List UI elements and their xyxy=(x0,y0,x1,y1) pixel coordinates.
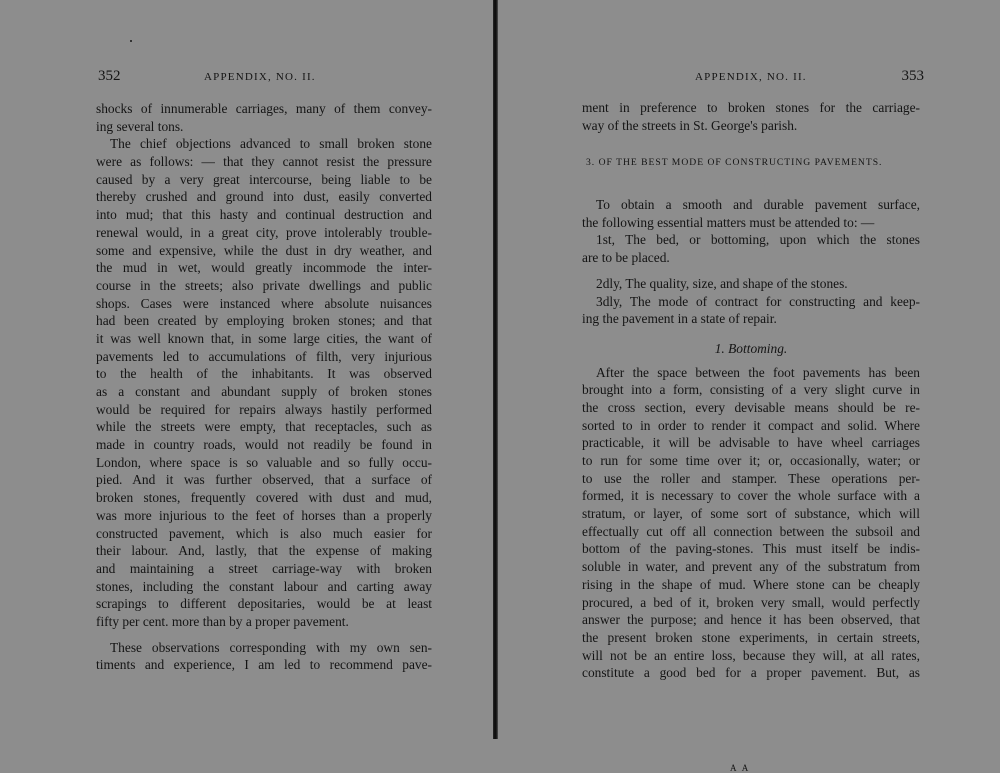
left-page xyxy=(96,0,432,739)
text-line: brought into a form, consisting of a very slight curve in xyxy=(582,382,920,398)
text-line: the present broken stone experiments, in certain streets, xyxy=(582,629,920,645)
text-line: was more injurious to the feet of horses than a properly xyxy=(96,507,432,523)
text-line: are to be placed. xyxy=(582,250,670,266)
text-line: renewal would, in a great city, prove intolerably trouble- xyxy=(96,224,432,240)
text-line: soluble in water, and prevent any of the substratum from xyxy=(582,559,920,575)
text-line: some and expensive, while the dust in dry weather, and xyxy=(96,242,432,258)
right-running-head: APPENDIX, NO. II. xyxy=(695,71,807,83)
paragraph-gap xyxy=(96,631,432,639)
text-line: pied. And it was further observed, that a surface of xyxy=(96,472,432,488)
text-line: stratum, or layer, of some sort of substance, which will xyxy=(582,506,920,522)
text-line: caused by a very great intercourse, being liable to be xyxy=(96,171,432,187)
left-running-head: APPENDIX, NO. II. xyxy=(204,71,316,83)
text-line: were as follows: — that they cannot resist the pressure xyxy=(96,154,432,170)
text-line: shocks of innumerable carriages, many of them convey- xyxy=(96,101,432,116)
left-page-header xyxy=(96,70,432,90)
text-line: made in country roads, would not readily be found in xyxy=(96,437,432,453)
text-line: ing several tons. xyxy=(96,118,184,134)
text-line: would be required for repairs always hastily performed xyxy=(96,401,432,417)
text-line: the following essential matters must be attended to: — xyxy=(582,214,875,230)
catchword: A A xyxy=(730,763,751,773)
text-line: ment in preference to broken stones for the carriage- xyxy=(582,100,920,115)
paragraph-gap xyxy=(582,267,920,275)
text-line: constructed pavement, which is also much easier for xyxy=(96,525,432,541)
text-line: London, where space is so valuable and so fully occu- xyxy=(96,454,432,470)
text-line: The chief objections advanced to small broken stone xyxy=(110,136,432,152)
text-line: had been created by employing broken stones; and that xyxy=(96,313,432,329)
text-line: rising in the shape of mud. Where stone can be cheaply xyxy=(582,576,920,592)
right-page-text xyxy=(582,99,920,773)
text-line: to the health of the inhabitants. It was observed xyxy=(96,366,432,382)
text-line: effectually cut off all connection between the subsoil and xyxy=(582,523,920,539)
text-line: answer the purpose; and hence it has been observed, that xyxy=(582,612,920,628)
left-page-text xyxy=(96,100,432,674)
text-line: These observations corresponding with my own sen- xyxy=(110,639,432,655)
text-line: while the streets were empty, that receptacles, such as xyxy=(96,419,432,435)
text-line: practicable, it will be advisable to have wheel carriages xyxy=(582,435,920,451)
left-page-number: 352 xyxy=(98,68,121,84)
subheading: 1. Bottoming. xyxy=(714,340,788,356)
text-line: broken stones, frequently covered with dust and mud, xyxy=(96,490,432,506)
text-line: the cross section, every devisable means should be re- xyxy=(582,399,920,415)
text-line: formed, it is necessary to cover the whole surface with a xyxy=(582,488,920,504)
text-line: sorted to in order to render it compact and solid. Where xyxy=(582,417,920,433)
right-text-top xyxy=(582,99,920,134)
section-heading: 3. OF THE BEST MODE OF CONSTRUCTING PAVEMENTS. xyxy=(586,157,883,169)
right-text-middle xyxy=(582,196,920,328)
right-text-bottom xyxy=(582,364,920,682)
text-line: into mud; that this hasty and continual destruction and xyxy=(96,207,432,223)
text-line: shops. Cases were instanced where absolute nuisances xyxy=(96,295,432,311)
text-line: thereby crushed and ground into dust, easily converted xyxy=(96,189,432,205)
text-line: pavements led to accumulations of filth, very injurious xyxy=(96,348,432,364)
text-line: their labour. And, lastly, that the expense of making xyxy=(96,543,432,559)
text-line: fifty per cent. more than by a proper pavement. xyxy=(96,613,349,629)
text-line: it was well known that, in some large cities, the want of xyxy=(96,330,432,346)
text-line: will not be an entire loss, because they will, at all rates, xyxy=(582,647,920,663)
text-line: To obtain a smooth and durable pavement surface, xyxy=(596,197,920,213)
text-line: as a constant and abundant supply of broken stones xyxy=(96,384,432,399)
text-line: and maintaining a street carriage-way with broken xyxy=(96,560,432,576)
book-gutter xyxy=(493,0,498,739)
text-line: scrapings to different depositaries, would be at least xyxy=(96,596,432,612)
text-line: the mud in wet, would greatly incommode the inter- xyxy=(96,260,432,276)
text-line: 1st, The bed, or bottoming, upon which the stones xyxy=(596,232,920,248)
text-line: 3dly, The mode of contract for constructing and keep- xyxy=(596,293,920,309)
text-line: timents and experience, I am led to recommend pave- xyxy=(96,657,432,673)
text-line: to run for some time over it; or, occasionally, water; or xyxy=(582,453,920,468)
right-page-number: 353 xyxy=(901,68,924,84)
text-line: way of the streets in St. George's parish. xyxy=(582,117,798,133)
text-line: stones, including the constant labour and carting away xyxy=(96,578,432,594)
text-line: course in the streets; also private dwellings and public xyxy=(96,277,432,293)
text-line: 2dly, The quality, size, and shape of the stones. xyxy=(596,275,848,291)
right-page-header xyxy=(582,68,924,90)
text-line: ing the pavement in a state of repair. xyxy=(582,311,777,327)
text-line: constitute a good bed for a proper pavement. But, as xyxy=(582,665,920,681)
text-line: to use the roller and stamper. These operations per- xyxy=(582,470,920,486)
right-page xyxy=(582,0,924,773)
text-line: procured, a bed of it, broken very small, would perfectly xyxy=(582,594,920,610)
text-line: After the space between the foot pavements has been xyxy=(596,364,920,380)
text-line: bottom of the paving-stones. This must itself be indis- xyxy=(582,541,920,557)
